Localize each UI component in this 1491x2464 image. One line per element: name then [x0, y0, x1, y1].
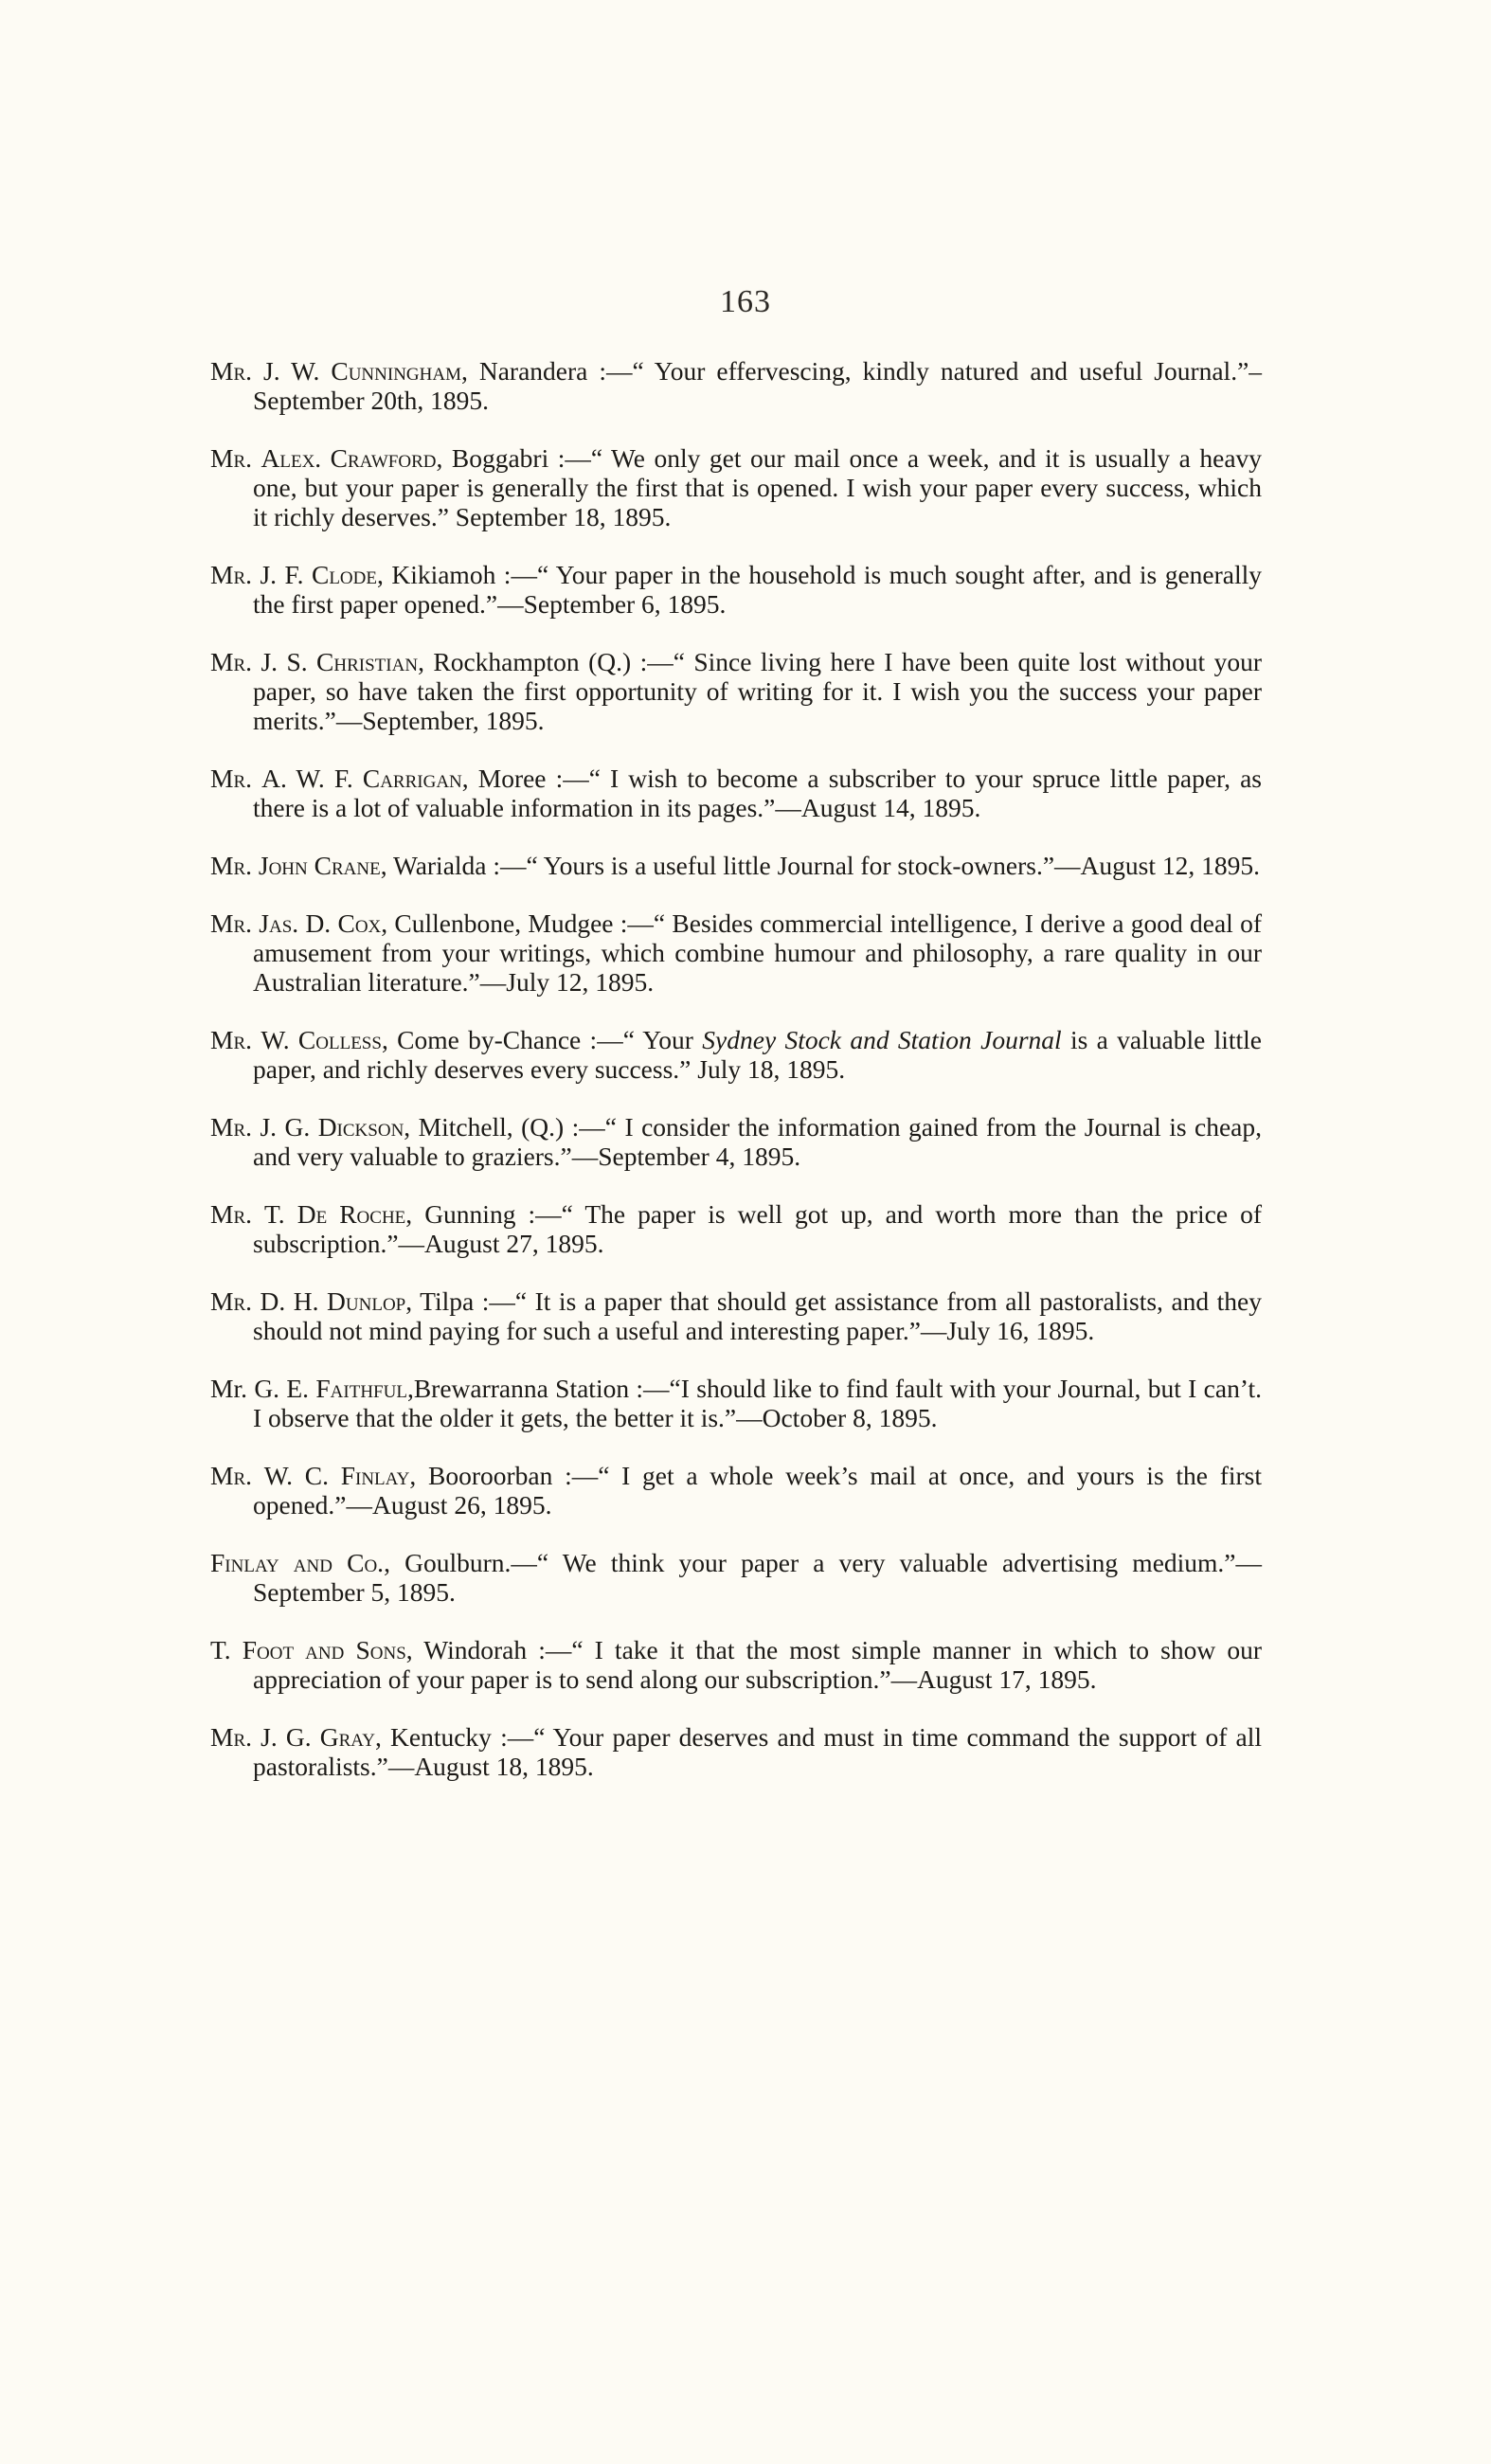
entry-name: T. Foot and Sons	[210, 1635, 406, 1664]
entry-name: John Crane	[258, 851, 381, 880]
entry-text: , Boggabri :—“ We only get our mail once a week, and it is usually a heavy one, but your paper is generally the first that is opened. I wish your paper every success, which it richly deserves.” September 18, 1895.	[253, 443, 1263, 531]
entry-text: , Narandera :—“ Your effervescing, kindly natured and useful Journal.”– September 20th, 1895.	[253, 356, 1263, 415]
entry-text: , Kikiamoh :—“ Your paper in the household is much sought after, and is generally the first paper opened.”—September 6, 1895.	[253, 560, 1262, 619]
entry-name: T. De Roche	[264, 1199, 406, 1229]
entry-name: Jas. D. Cox	[259, 908, 382, 938]
entry-title: Mr.	[210, 764, 252, 793]
entry-text: , Booroorban :—“ I get a whole week’s mail at once, and yours is the first opened.”—August 26, 1895.	[253, 1461, 1263, 1520]
entry-title: Mr.	[210, 1374, 247, 1403]
testimonial-list	[210, 356, 1262, 1809]
entry-text: , Cullenbone, Mudgee :—“ Besides commercial intelligence, I derive a good deal of amusement from your writings, which combine humour and philosophy, a rare quality in our Australian literature.”—July 12, 1895.	[253, 908, 1262, 997]
testimonial-entry	[210, 851, 1262, 880]
entry-name: J. F. Clode	[260, 560, 377, 589]
testimonial-entry	[210, 1722, 1262, 1781]
entry-text: , Moree :—“ I wish to become a subscriber to your spruce little paper, as there is a lot of valuable information in its pages.”—August 14, 1895.	[253, 764, 1262, 822]
entry-title: Mr.	[210, 1025, 252, 1054]
entry-text: , Come by-Chance :—“ Your	[381, 1025, 703, 1054]
entry-title: Mr.	[210, 908, 252, 938]
testimonial-entry	[210, 560, 1262, 619]
testimonial-entry	[210, 1374, 1262, 1432]
entry-name: W. C. Finlay	[263, 1461, 410, 1490]
testimonial-entry	[210, 1461, 1262, 1520]
entry-title: Mr.	[210, 560, 252, 589]
entry-title: Mr.	[210, 1722, 252, 1752]
entry-text: , Gunning :—“ The paper is well got up, and worth more than the price of subscription.”—August 27, 1895.	[253, 1199, 1262, 1258]
entry-text: , Rockhampton (Q.) :—“ Since living here I have been quite lost without your paper, so have taken the first opportunity of writing for it. I wish you the success your paper merits.”—September, 1895.	[253, 647, 1262, 735]
entry-name: G. E. Faithful	[254, 1374, 407, 1403]
entry-text: , Warialda :—“ Yours is a useful little Journal for stock-owners.”—August 12, 1895.	[380, 851, 1261, 880]
testimonial-entry	[210, 647, 1262, 735]
testimonial-entry	[210, 356, 1262, 415]
entry-text: , Mitchell, (Q.) :—“ I consider the information gained from the Journal is cheap, and very valuable to graziers.”—September 4, 1895.	[253, 1112, 1263, 1171]
testimonial-entry	[210, 1548, 1262, 1607]
entry-name: D. H. Dunlop	[260, 1286, 406, 1316]
entry-title: Mr.	[210, 1461, 252, 1490]
entry-name: J. S. Christian	[260, 647, 419, 676]
testimonial-entry	[210, 1199, 1262, 1258]
entry-name: Finlay and Co.	[210, 1548, 385, 1577]
testimonial-entry	[210, 908, 1262, 997]
entry-title: Mr.	[210, 356, 252, 386]
entry-name: J. G. Dickson	[260, 1112, 404, 1142]
entry-name: Alex. Crawford	[260, 443, 437, 473]
page-number: 163	[720, 284, 771, 319]
testimonial-entry	[210, 443, 1262, 531]
testimonial-entry	[210, 1112, 1262, 1171]
entry-name: W. Colless	[260, 1025, 382, 1054]
testimonial-entry	[210, 1635, 1262, 1694]
entry-title: Mr.	[210, 851, 252, 880]
testimonial-entry	[210, 1286, 1262, 1345]
entry-text: is a valuable little paper, and richly deserves every success.” July 18, 1895.	[253, 1025, 1263, 1084]
entry-name: J. W. Cunningham	[263, 356, 461, 386]
entry-text: , Tilpa :—“ It is a paper that should get assistance from all pastoralists, and they should not mind paying for such a useful and interesting paper.”—July 16, 1895.	[253, 1286, 1263, 1345]
entry-title: Mr.	[210, 1286, 252, 1316]
entry-text: , Kentucky :—“ Your paper deserves and must in time command the support of all pastoralists.”—August 18, 1895.	[253, 1722, 1263, 1781]
testimonial-entry	[210, 1025, 1262, 1084]
entry-text: ,Brewarranna Station :—“I should like to find fault with your Journal, but I can’t. I observe that the older it gets, the better it is.”—October 8, 1895.	[253, 1374, 1262, 1432]
entry-name: A. W. F. Carrigan	[261, 764, 462, 793]
entry-title: Mr.	[210, 1199, 252, 1229]
testimonial-entry	[210, 764, 1262, 822]
entry-text: , Windorah :—“ I take it that the most simple manner in which to show our appreciation of your paper is to send along our subscription.”—August 17, 1895.	[253, 1635, 1262, 1694]
journal-title: Sydney Stock and Station Journal	[702, 1025, 1062, 1054]
entry-name: J. G. Gray	[260, 1722, 375, 1752]
entry-text: , Goulburn.—“ We think your paper a very valuable advertising medium.”—September 5, 1895.	[253, 1548, 1263, 1607]
entry-title: Mr.	[210, 1112, 252, 1142]
entry-title: Mr.	[210, 443, 252, 473]
entry-title: Mr.	[210, 647, 252, 676]
